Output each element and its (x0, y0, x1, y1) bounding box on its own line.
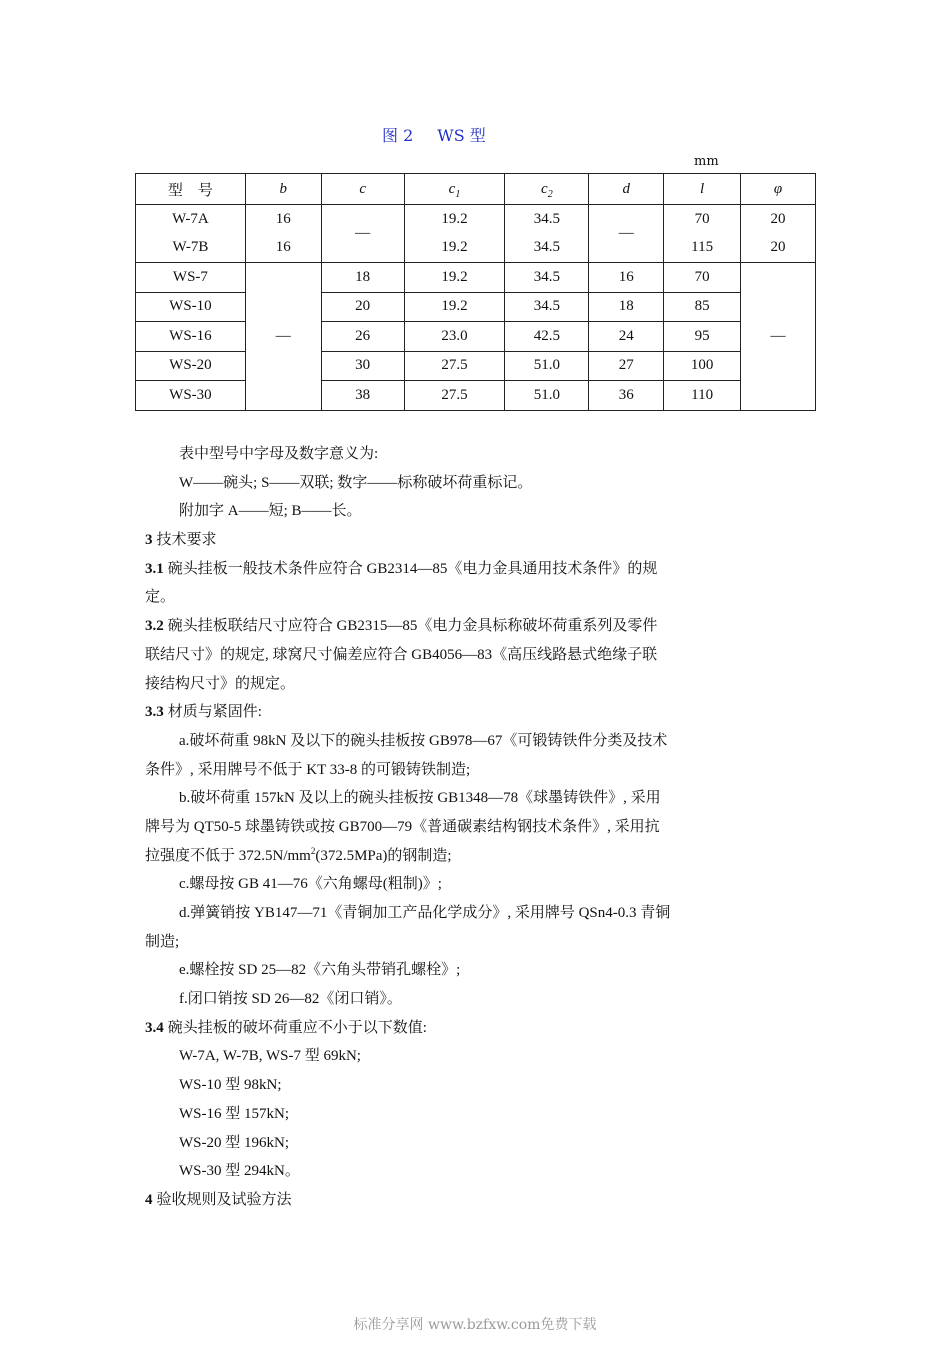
table-row (136, 351, 816, 381)
cell-c2: 34.5 34.5 (505, 205, 589, 263)
cell-c2: 42.5 (505, 322, 589, 352)
section-3-heading: 3 技术要求 (145, 532, 217, 549)
table-row (136, 263, 816, 293)
cell-l: 70 (664, 263, 741, 293)
section-4-heading: 4 验收规则及试验方法 (145, 1191, 292, 1208)
table-header-row (136, 174, 816, 205)
cell-c: — (321, 205, 404, 263)
load-value: WS-10 型 98kN; (179, 1077, 282, 1094)
clause-3-1: 3.1 碗头挂板一般技术条件应符合 GB2314—85《电力金具通用技术条件》的规 (145, 560, 658, 577)
cell-d: 24 (589, 322, 664, 352)
notes-intro: 表中型号中字母及数字意义为: (179, 446, 379, 462)
document-body (145, 440, 725, 1215)
clause-3-1-cont: 定。 (145, 589, 176, 606)
cell-model: WS-7 (136, 263, 246, 293)
cell-c: 18 (321, 263, 404, 293)
footer-watermark: 标准分享网 www.bzfxw.com免费下载 (353, 1317, 597, 1333)
item-a: a.破坏荷重 98kN 及以下的碗头挂板按 GB978—67《可锻铸铁件分类及技术 (179, 732, 668, 749)
cell-phi: — (741, 263, 816, 411)
cell-b: — (245, 263, 321, 411)
cell-c1: 27.5 (404, 381, 505, 411)
cell-d: — (589, 205, 664, 263)
cell-model: WS-10 (136, 292, 246, 322)
cell-model: W-7A W-7B (136, 205, 246, 263)
cell-c: 38 (321, 381, 404, 411)
load-value: WS-30 型 294kN。 (179, 1163, 300, 1180)
cell-model: WS-30 (136, 381, 246, 411)
table-row (136, 322, 816, 352)
cell-b: 16 16 (245, 205, 321, 263)
item-b-cont: 牌号为 QT50-5 球墨铸铁或按 GB700—79《普通碳素结构钢技术条件》, 采用抗 (145, 818, 660, 835)
cell-l: 70 115 (664, 205, 741, 263)
cell-model: WS-16 (136, 322, 246, 352)
clause-3-2: 3.2 碗头挂板联结尺寸应符合 GB2315—85《电力金具标称破坏荷重系列及零件 (145, 618, 658, 635)
item-d-cont: 制造; (145, 933, 180, 950)
cell-model: WS-20 (136, 351, 246, 381)
cell-phi: 20 20 (741, 205, 816, 263)
clause-3-2-cont: 联结尺寸》的规定, 球窝尺寸偏差应符合 GB4056—83《高压线路悬式绝缘子联 (145, 646, 658, 663)
clause-3-2-cont: 接结构尺寸》的规定。 (145, 675, 296, 692)
unit-label: mm (694, 154, 719, 169)
load-value: W-7A, W-7B, WS-7 型 69kN; (179, 1048, 361, 1065)
cell-c: 26 (321, 322, 404, 352)
figure-caption (382, 123, 486, 146)
cell-d: 27 (589, 351, 664, 381)
cell-c1: 19.2 19.2 (404, 205, 505, 263)
clause-3-3: 3.3 材质与紧固件: (145, 704, 262, 721)
notes-line: 附加字 A——短; B——长。 (179, 503, 362, 520)
header-phi: φ (741, 174, 816, 205)
header-c2: $c_2$ (505, 174, 589, 205)
cell-c2: 34.5 (505, 292, 589, 322)
header-c1: $c_1$ (404, 174, 505, 205)
clause-3-4: 3.4 碗头挂板的破坏荷重应不小于以下数值: (145, 1019, 427, 1036)
dimensions-table (135, 173, 816, 411)
figure-label: 图 2 (382, 126, 414, 145)
item-d: d.弹簧销按 YB147—71《青铜加工产品化学成分》, 采用牌号 QSn4-0.3 青铜 (179, 905, 671, 921)
header-l: l (664, 174, 741, 205)
notes-line: W——碗头; S——双联; 数字——标称破坏荷重标记。 (179, 474, 533, 491)
cell-c1: 23.0 (404, 322, 505, 352)
header-model: 型 号 (136, 174, 246, 205)
cell-c2: 34.5 (505, 263, 589, 293)
cell-c1: 19.2 (404, 292, 505, 322)
header-c: c (321, 174, 404, 205)
cell-d: 16 (589, 263, 664, 293)
cell-l: 85 (664, 292, 741, 322)
cell-c: 20 (321, 292, 404, 322)
cell-l: 100 (664, 351, 741, 381)
cell-c: 30 (321, 351, 404, 381)
header-b: b (245, 174, 321, 205)
cell-d: 18 (589, 292, 664, 322)
cell-d: 36 (589, 381, 664, 411)
item-b-cont: 拉强度不低于 $372.5N/mm^2(372.5MPa)$的钢制造; (145, 845, 452, 864)
cell-l: 110 (664, 381, 741, 411)
figure-title: WS 型 (437, 126, 486, 145)
item-f: f.闭口销按 SD 26—82《闭口销》。 (179, 991, 402, 1008)
table-row (136, 292, 816, 322)
cell-l: 95 (664, 322, 741, 352)
item-a-cont: 条件》, 采用牌号不低于 KT 33-8 的可锻铸铁制造; (145, 761, 471, 778)
cell-c2: 51.0 (505, 381, 589, 411)
cell-c1: 27.5 (404, 351, 505, 381)
header-d: d (589, 174, 664, 205)
table-row (136, 381, 816, 411)
load-value: WS-20 型 196kN; (179, 1134, 289, 1151)
item-e: e.螺栓按 SD 25—82《六角头带销孔螺栓》; (179, 962, 461, 979)
item-b: b.破坏荷重 157kN 及以上的碗头挂板按 GB1348—78《球墨铸铁件》, 采用 (179, 790, 661, 807)
item-c: c.螺母按 GB 41—76《六角螺母(粗制)》; (179, 876, 442, 893)
load-value: WS-16 型 157kN; (179, 1105, 289, 1122)
table-row (136, 205, 816, 263)
cell-c2: 51.0 (505, 351, 589, 381)
cell-c1: 19.2 (404, 263, 505, 293)
